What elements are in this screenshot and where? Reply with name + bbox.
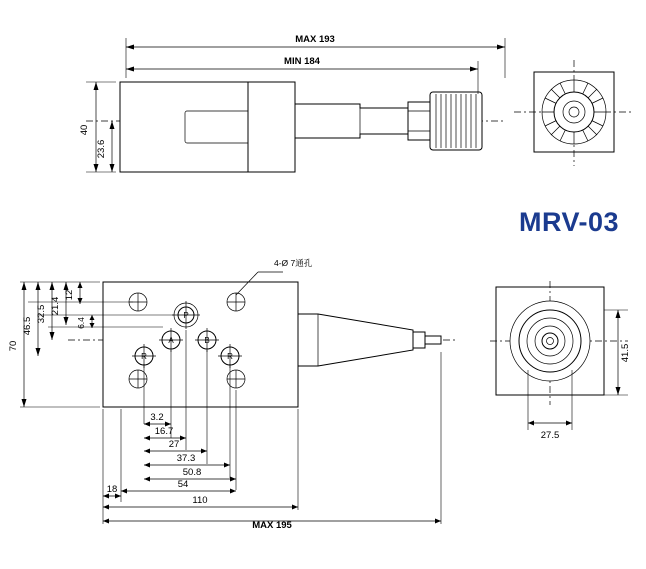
dim-110 xyxy=(103,495,298,510)
dim-label-54: 54 xyxy=(177,479,189,490)
dim-label-41-5: 41.5 xyxy=(620,343,631,363)
dim-label-max-193: MAX 193 xyxy=(295,34,335,45)
dim-37-3 xyxy=(144,453,230,468)
dim-23-6 xyxy=(96,121,115,172)
through-hole-annotation-label: 4-Ø 7通孔 xyxy=(274,258,313,268)
adjust-screw-tip xyxy=(425,336,441,344)
end-view-top xyxy=(510,56,640,176)
dim-16-7 xyxy=(144,426,186,441)
dim-70 xyxy=(8,282,27,407)
dim-label-3-2: 3.2 xyxy=(150,412,164,423)
mounting-hole-2 xyxy=(227,293,245,311)
dim-label-6-4: 6.4 xyxy=(76,317,86,329)
mounting-face-view xyxy=(8,252,478,542)
port-r-left-label: R xyxy=(141,352,147,361)
knob-center-circle xyxy=(569,107,579,117)
dim-27 xyxy=(144,439,207,454)
stem-housing xyxy=(295,104,408,138)
dim-6-4 xyxy=(76,315,95,329)
model-label: MRV-03 xyxy=(519,207,620,237)
dim-label-max-195: MAX 195 xyxy=(252,520,292,531)
dim-50-8 xyxy=(144,467,236,482)
dim-41-5 xyxy=(604,310,631,395)
dim-label-32-5: 32.5 xyxy=(36,304,47,324)
dim-label-12: 12 xyxy=(64,289,75,301)
dim-max-195 xyxy=(103,519,441,532)
dim-label-23-6: 23.6 xyxy=(96,139,107,159)
port-r-right-label: R xyxy=(227,352,233,361)
dim-label-46-5: 46.5 xyxy=(22,316,33,336)
dim-18 xyxy=(103,484,121,499)
port-p-label: P xyxy=(183,311,189,320)
dim-label-21-4: 21.4 xyxy=(50,296,61,316)
dim-label-18: 18 xyxy=(106,484,118,495)
end-view-bottom xyxy=(488,275,638,475)
port-b-label: B xyxy=(204,336,210,345)
dim-label-50-8: 50.8 xyxy=(182,467,202,478)
side-elevation-view xyxy=(8,16,508,201)
adjust-screw-collar xyxy=(413,332,425,348)
port-a-label: A xyxy=(168,336,174,345)
end-circle-center xyxy=(547,338,554,345)
dim-label-70: 70 xyxy=(8,340,19,352)
dim-label-27: 27 xyxy=(168,439,180,450)
valve-housing-tapered xyxy=(298,314,413,366)
dim-3-2 xyxy=(144,412,171,427)
dim-label-16-7: 16.7 xyxy=(154,426,174,437)
dim-label-110: 110 xyxy=(192,495,208,506)
dim-label-40: 40 xyxy=(79,124,90,136)
dim-label-27-5: 27.5 xyxy=(540,430,560,441)
dim-54 xyxy=(121,479,236,494)
hex-collar xyxy=(408,102,430,140)
dim-label-min-184: MIN 184 xyxy=(284,56,320,67)
body-section-2 xyxy=(248,82,295,172)
dim-label-37-3: 37.3 xyxy=(176,453,196,464)
